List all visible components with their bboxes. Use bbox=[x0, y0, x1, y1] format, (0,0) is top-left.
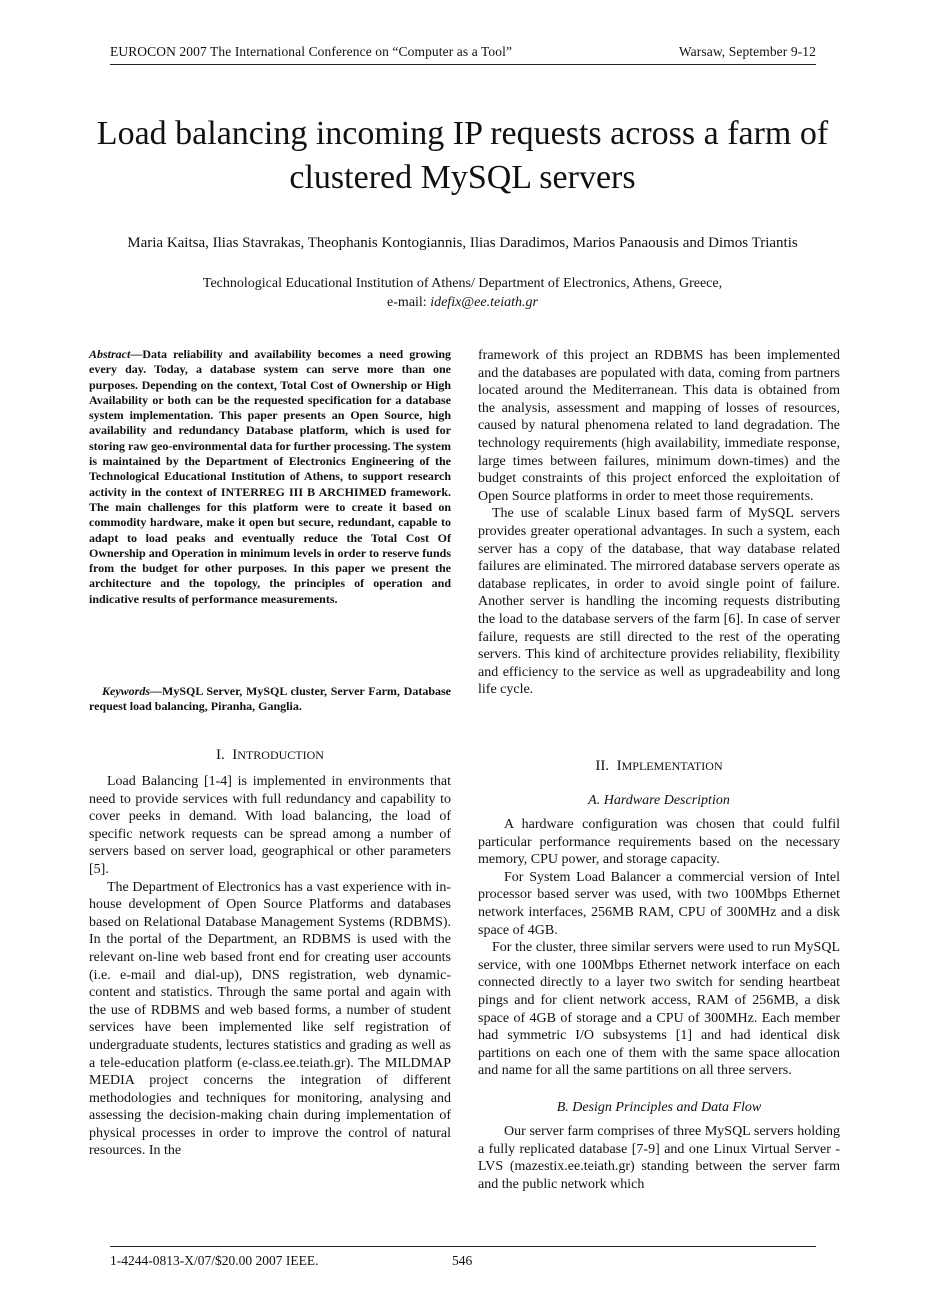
keywords-text: —MySQL Server, MySQL cluster, Server Farm, Database request load balancing, Piranha, Ganglia. bbox=[89, 684, 451, 714]
intro-paragraph: The Department of Electronics has a vast experience with in-house development of Open Source Platforms and databases based on Relational Database Management Systems (RDBMS). In the portal of the Department, an RDBMS is used with the relevant on-line web based front end for creating user accounts (i.e. e-mail and dial-up), DNS registration, web dynamic-content and statistics. Through the same portal and again with the use of RDBMS and web based forms, a number of student services have been implemented like self registration of undergraduate students, lectures statistics and grading as well as a tele-education platform (e-class.ee.teiath.gr). The MILDMAP MEDIA project concerns the integration of different methodologies and techniques for monitoring, analysing and assessing the decision-making chain during implementation of physical processes in order to improve the control of natural resources. In the bbox=[89, 879, 451, 1159]
body-paragraph: For the cluster, three similar servers were used to run MySQL service, with one 100Mbps Ethernet network interface on each connected directly to a layer two switch for sending heartbeat pings and for client network access, RAM of 256MB, a disk space of 4GB of storage and a CPU of 300MHz. Each member had symmetric I/O subsystems [1] and had identical disk partitions on each one of them with the same space allocation and name for all the same partitions on all three servers. bbox=[478, 940, 840, 1079]
section-heading-introduction bbox=[89, 747, 451, 764]
section-title-initial: I bbox=[232, 747, 238, 763]
affiliation-block bbox=[80, 274, 845, 312]
page-number: 546 bbox=[452, 1253, 473, 1268]
section-number: II. bbox=[595, 758, 610, 774]
footer-divider bbox=[110, 1246, 816, 1247]
section-title-rest: MPLEMENTATION bbox=[621, 759, 723, 773]
email-address[interactable]: idefix@ee.teiath.gr bbox=[430, 295, 538, 310]
author-list: Maria Kaitsa, Ilias Stavrakas, Theophanis Kontogiannis, Ilias Daradimos, Marios Panaousis and Dimos Triantis bbox=[127, 235, 798, 251]
abstract-text: —Data reliability and availability becomes a need growing every day. Today, a database system can serve more than one purposes. Depending on the context, Total Cost of Ownership or High Availability or both can be the requested specification for a database system implementation. This paper presents an Open Source, high availability and redundancy Database platform, which is used for storing raw geo-environmental data for further processing. The system is maintained by the Department of Electronics Engineering of the Technological Educational Institution of Athens, to support research activity in the context of INTERREG III B ARCHIMED framework. The main challenges for this platform were to create it based on commodity hardware, make it open but secure, redundant, capable to adapt to load peaks and eventually reduce the Total Cost Of Ownership and Operation in minimum levels in order to reserve funds from the budget for other purposes. In this paper we present the architecture and the topology, the principles of operation and indicative results of performance measurements. bbox=[89, 347, 451, 606]
header-conference: EUROCON 2007 The International Conference on “Computer as a Tool” bbox=[110, 44, 513, 59]
body-paragraph: A hardware configuration was chosen that could fulfil particular performance requirements based on the necessary memory, CPU power, and storage capacity. bbox=[478, 817, 840, 868]
header-location-date: Warsaw, September 9-12 bbox=[678, 44, 816, 59]
keywords bbox=[89, 684, 451, 715]
body-paragraph: For System Load Balancer a commercial version of Intel processor based server was used, with two 100Mbps Ethernet network interfaces, 256MB RAM, CPU of 300MHz and a disk space of 4GB. bbox=[478, 869, 840, 938]
section-number: I. bbox=[216, 747, 225, 763]
section-heading-implementation bbox=[478, 758, 840, 775]
section-title-initial: I bbox=[616, 758, 622, 774]
intro-paragraph: Load Balancing [1-4] is implemented in environments that need to provide services with full redundancy and capability to cover peeks in demand. With load balancing, the load of specific network requests can be spread among a number of servers based on server load, geographical or other parameters [5]. bbox=[89, 774, 451, 877]
email-label: e-mail: bbox=[387, 295, 431, 310]
design-principles-body bbox=[478, 1123, 840, 1193]
running-header bbox=[110, 44, 816, 65]
footer-copyright: 1-4244-0813-X/07/$20.00 2007 IEEE. bbox=[110, 1253, 319, 1268]
left-column-body bbox=[89, 773, 451, 1160]
body-paragraph: The use of scalable Linux based farm of MySQL servers provides greater operational advantages. In such a system, each server has a copy of the database, that way database related failures are eliminated. The mirrored database servers operate as database replicates, in order to avoid single point of failure. Another server is handling the incoming requests distributing the load to the database servers of the farm [6]. In case of server failure, requests are still directed to the rest of the operating servers. This kind of architecture provides reliability, flexibility and efficiency to the service as well as upgradeability and long life cycle. bbox=[478, 506, 840, 698]
hardware-description-body bbox=[478, 816, 840, 1080]
subsection-heading-hardware: A. Hardware Description bbox=[588, 793, 730, 808]
right-column-body bbox=[478, 347, 840, 699]
abstract-label: Abstract bbox=[89, 347, 131, 361]
affiliation: Technological Educational Institution of Athens/ Department of Electronics, Athens, Greece, bbox=[202, 276, 723, 291]
paper-title: Load balancing incoming IP requests across a farm of clustered MySQL servers bbox=[96, 115, 829, 196]
section-title-rest: NTRODUCTION bbox=[237, 748, 324, 762]
keywords-label: Keywords bbox=[102, 684, 150, 698]
continued-paragraph: framework of this project an RDBMS has been implemented and the databases are populated with data, coming from partners located around the Mediterranean. This data is obtained from the analysis, assessment and mapping of losses of resources, caused by natural phenomena related to land degradation. The technology requirements (high availability, immediate response, large times between failures, minimum down-times) and the budget constraints of this project enforced the exploitation of Open Source platforms in order to meet those requirements. bbox=[478, 348, 840, 504]
body-paragraph: Our server farm comprises of three MySQL servers holding a fully replicated database [7-9] and one Linux Virtual Server - LVS (mazestix.ee.teiath.gr) standing between the server farm and the public network which bbox=[478, 1124, 840, 1192]
email-line bbox=[80, 293, 845, 312]
subsection-heading-design: B. Design Principles and Data Flow bbox=[556, 1100, 762, 1115]
abstract bbox=[89, 347, 451, 607]
